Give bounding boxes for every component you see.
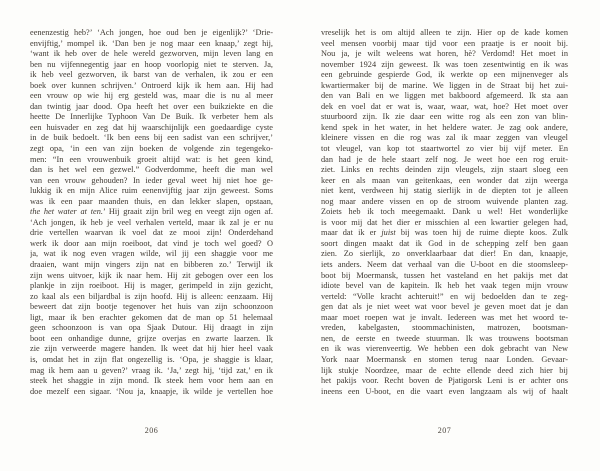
text-line: van een vrouw gehouden? In ieder geval weet hij niet hoe ge- — [30, 175, 273, 185]
text-line: drie vertellen waarvan ik voel dat ze mooi zijn! Onderdehand — [30, 228, 273, 238]
text-line: dek en voel dat er wat is, waar, waar, wat, hoe? Het moet over — [321, 101, 568, 111]
text-line: soort dingen maakt dat ik God in de schepping zelf ben gaan — [321, 238, 568, 248]
text-line: dan had je de hele staart zelf nog. Je weet hoe een rog eruit- — [321, 154, 568, 164]
text-line: kend spek in het water, in het heldere water. Je zag ook andere, — [321, 122, 568, 132]
text-line: boek over kunnen schrijven.’ Ontroerd kijk ik hem aan. Hij had — [30, 80, 273, 90]
text-line: den van Bali en we liggen met bakboord afgemeerd. Ik sta aan — [321, 91, 568, 101]
text-line: is voor mij dat het dier er misschien al een kwartier gelegen had, — [321, 217, 568, 227]
text-line: York naar Moermansk en stomen terug naar Londen. Gevaar- — [321, 354, 568, 364]
text-line: een gebruinde gespierde God, ik werkte op een mijnenveger als — [321, 70, 568, 80]
text-line: een vrouw op wie hij erg gesteld was, maar die is nu al meer — [30, 91, 273, 101]
text-line: ik heb veel gezworven, ik barst van de verhalen, ik zou er een — [30, 70, 273, 80]
text-line: geen schoonzoon is van opa Sjaak Dutour. Hij draagt in zijn — [30, 323, 273, 333]
text-line: keer en als maan van geitenkaas, een wonder dat zijn weerga — [321, 175, 568, 185]
text-line: ja, wat ik nog even vragen wilde, wil jij een shaggie voor me — [30, 249, 273, 259]
left-page — [30, 0, 273, 471]
text-line: mag ik hem aan u geven?’ vraag ik. ‘Ja,’ zegt hij, ‘tijd zat,’ en ik — [30, 365, 273, 375]
text-line: idiote bevel van de kapitein. Ik heb het vaak tegen mijn vrouw — [321, 281, 568, 291]
text-line: ineens een U-boot, en die vaart even langzaam als wij of haalt — [321, 386, 568, 396]
text-line: zegt opa, ‘in een van zijn boeken de volgende zin tegengeko- — [30, 144, 273, 154]
text-line: steek het shaggie in zijn mond. Ik steek hem voor hem aan en — [30, 376, 273, 386]
text-line: dan twintig jaar dood. Opa heeft het over een buikziekte en die — [30, 101, 273, 111]
text-line: was ik een paar maanden thuis, en dan lekker slapen, opstaan, — [30, 196, 273, 206]
text-line: veel mensen voorbij maar tijd voor een praatje is er nooit bij. — [321, 38, 568, 48]
left-page-text — [30, 28, 273, 397]
text-line: the het water at ten.’ Hij graait zijn bril weg en veegt zijn ogen af. — [30, 207, 273, 217]
text-line: in de buik bedoelt. ‘Ik ben eens bij een sadist van een schrijver,’ — [30, 133, 273, 143]
left-page-number: 206 — [144, 426, 159, 435]
text-line: iets anders. Neem dat verhaal van die U-boot en die stoomsleep- — [321, 260, 568, 270]
text-line: draaien, want mijn vingers zijn nat en bibberen zo.’ Terwijl ik — [30, 260, 273, 270]
text-line: dan is het wel een gezwel.” Godverdomme, heeft die man wel — [30, 165, 273, 175]
text-line: zijn wens uitvoer, kijk ik naar hem. Hij zit gebogen over een los — [30, 270, 273, 280]
text-line: werk ik door aan mijn roeiboot, dat vind je toch wel goed? O — [30, 238, 273, 248]
text-line: nen, de eerste en tweede stuurman. Ik was trouwens bootsman — [321, 333, 568, 343]
text-line: heette De Innerlijke Typhoon Van De Buik. Ik verbeter hem als — [30, 112, 273, 122]
text-line: stuurboord zijn. Ik zie daar een witte rog als een zon van blin- — [321, 112, 568, 122]
text-line: envijftig,’ mompel ik. ‘Dan ben je nog maar een knaap,’ zegt hij, — [30, 38, 273, 48]
text-line: men: “In een vrouwenbuik groeit altijd wat: is het geen kind, — [30, 154, 273, 164]
text-line: doe mezelf een sigaar. ‘Nou ja, knaapje, ik wilde je vertellen hoe — [30, 386, 273, 396]
text-line: lukkig ik en mijn Alice ruim eenenvijftig jaar zijn geweest. Soms — [30, 186, 273, 196]
right-page-text — [321, 28, 568, 397]
text-line: ‘Ach jongen, ik heb je veel verhalen verteld, maar ik zal je er nu — [30, 217, 273, 227]
text-line: boot een onhandige dunne, grijze overjas en zwarte laarzen. Ik — [30, 333, 273, 343]
text-line: boot bij Moermansk, tussen het vasteland en het pakijs met dat — [321, 270, 568, 280]
text-line: ben nu vijfennegentig jaar en hoop voorlopig niet te sterven. Ja, — [30, 59, 273, 69]
text-line: kleinere vissen en die rog was zal ik maar zeggen van vleugel — [321, 133, 568, 143]
right-page — [321, 0, 568, 471]
text-line: kwartiermaker bij de marine. We liggen in de Straat bij het zui- — [321, 80, 568, 90]
text-line: maar moet roepen wat je invalt. Iedereen was met het woord te- — [321, 312, 568, 322]
text-line: beweert dat zijn bootje tegenover het huis van zijn schoonzoon — [30, 302, 273, 312]
text-line: niet kent, verdween hij statig sierlijk in de diepten tot je alleen — [321, 186, 568, 196]
right-page-number: 207 — [437, 426, 452, 435]
text-line: zo kaal als een biljardbal is zijn hoofd. Hij is alleen: eenzaam. Hij — [30, 291, 273, 301]
text-line: verteld: “Volle kracht achteruit!” en wij bedoelden dan te zeg- — [321, 291, 568, 301]
text-line: lijk stukje Noordzee, maar de echte ellende deed zich hier bij — [321, 365, 568, 375]
text-line: tot vleugel, van kop tot staartwortel zo vier bij vijf meter. En — [321, 144, 568, 154]
text-line: Nou ja, je wilt weleens wat horen, hè? Verdomd! Het moet in — [321, 49, 568, 59]
text-line: een huisvader en zeg dat hij waarschijnlijk een goedaardige cyste — [30, 122, 273, 132]
text-line: maar dat ik er juist bij was toen hij de ruime diepte koos. Zulk — [321, 228, 568, 238]
text-line: zie zijn verweerde magere handen. Ik weet dat hij hier heel vaak — [30, 344, 273, 354]
text-line: is, omdat het in zijn flat ongezellig is. ‘Opa, je shaggie is klaar, — [30, 354, 273, 364]
text-line: eenenzestig heb?’ ‘Ach jongen, hoe oud ben je eigenlijk?’ ‘Drie- — [30, 28, 273, 37]
text-line: vreden, kabelgasten, stoommachinisten, matrozen, bootsman- — [321, 323, 568, 333]
text-line: het pakijs voor. Recht boven de Pjatigorsk Leni is er achter ons — [321, 376, 568, 386]
text-line: ‘want ik heb over de hele wereld gezworven, mijn leven lang en — [30, 49, 273, 59]
text-line: plankje in zijn roeiboot. Hij is mager, gerimpeld in zijn gezicht, — [30, 281, 273, 291]
text-line: november 1924 zijn geweest. Ik was toen zesentwintig en ik was — [321, 59, 568, 69]
text-line: nog maar andere vissen en op de stroom wuivende planten zag. — [321, 196, 568, 206]
text-line: gen dat als je niet weet wat voor bevel je geven moet dat je dan — [321, 302, 568, 312]
text-line: ligt, maar ik ben erachter gekomen dat de man op 51 helemaal — [30, 312, 273, 322]
text-line: zien. Zo sierlijk, zo onverklaarbaar dat dier! En dan, knaapje, — [321, 249, 568, 259]
text-line: vreselijk het is om altijd alleen te zijn. Hier op de kade komen — [321, 28, 568, 37]
text-line: Zoiets heb ik toch meegemaakt. Dank u wel! Het wonderlijke — [321, 207, 568, 217]
text-line: ziet. Links en rechts deinden zijn vleugels, zijn staart sloeg een — [321, 165, 568, 175]
text-line: en ik was vierenveertig. We hebben een dok gebracht van New — [321, 344, 568, 354]
